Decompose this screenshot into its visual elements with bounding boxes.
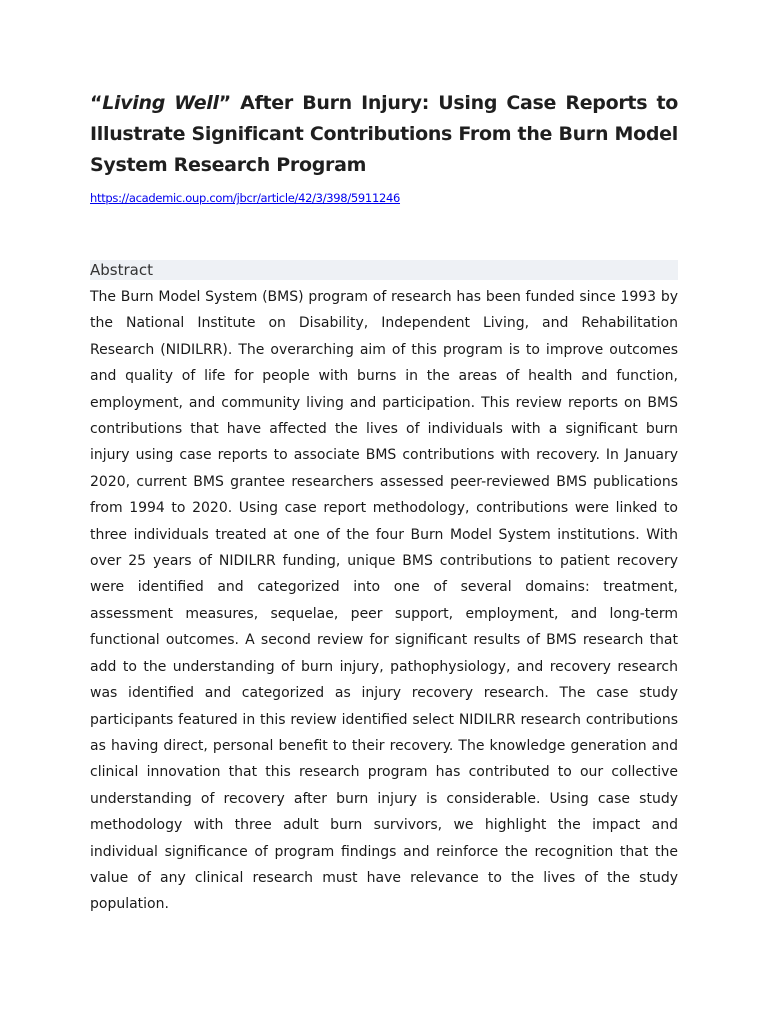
document-title — [90, 88, 678, 181]
document-page — [90, 88, 678, 932]
abstract-heading: Abstract — [90, 260, 678, 280]
title-rest: After Burn Injury: Using Case Reports to Illustrate Significant Contributions From the Burn Model System Research Program — [90, 92, 678, 176]
title-italic-phrase: Living Well — [102, 92, 219, 114]
title-open-quote: “ — [90, 92, 103, 114]
title-close-quote: ” — [218, 92, 231, 114]
abstract-body: The Burn Model System (BMS) program of research has been funded since 1993 by the National Institute on Disability, Independent Living, and Rehabilitation Research (NIDILRR). The overarching aim of this program is to improve outcomes and quality of life for people with burns in the areas of health and function, employment, and community living and participation. This review reports on BMS contributions that have affected the lives of individuals with a significant burn injury using case reports to associate BMS contributions with recovery. In January 2020, current BMS grantee researchers assessed peer-reviewed BMS publications from 1994 to 2020. Using case report methodology, contributions were linked to three individuals treated at one of the four Burn Model System institutions. With over 25 years of NIDILRR funding, unique BMS contributions to patient recovery were identified and categorized into one of several domains: treatment, assessment measures, sequelae, peer support, employment, and long-term functional outcomes. A second review for significant results of BMS research that add to the understanding of burn injury, pathophysiology, and recovery research was identified and categorized as injury recovery research. The case study participants featured in this review identified select NIDILRR research contributions as having direct, personal benefit to their recovery. The knowledge generation and clinical innovation that this research program has contributed to our collective understanding of recovery after burn injury is considerable. Using case study methodology with three adult burn survivors, we highlight the impact and individual significance of program findings and reinforce the recognition that the value of any clinical research must have relevance to the lives of the study population. — [90, 289, 678, 913]
article-link[interactable]: https://academic.oup.com/jbcr/article/42/3/398/5911246 — [90, 191, 401, 205]
